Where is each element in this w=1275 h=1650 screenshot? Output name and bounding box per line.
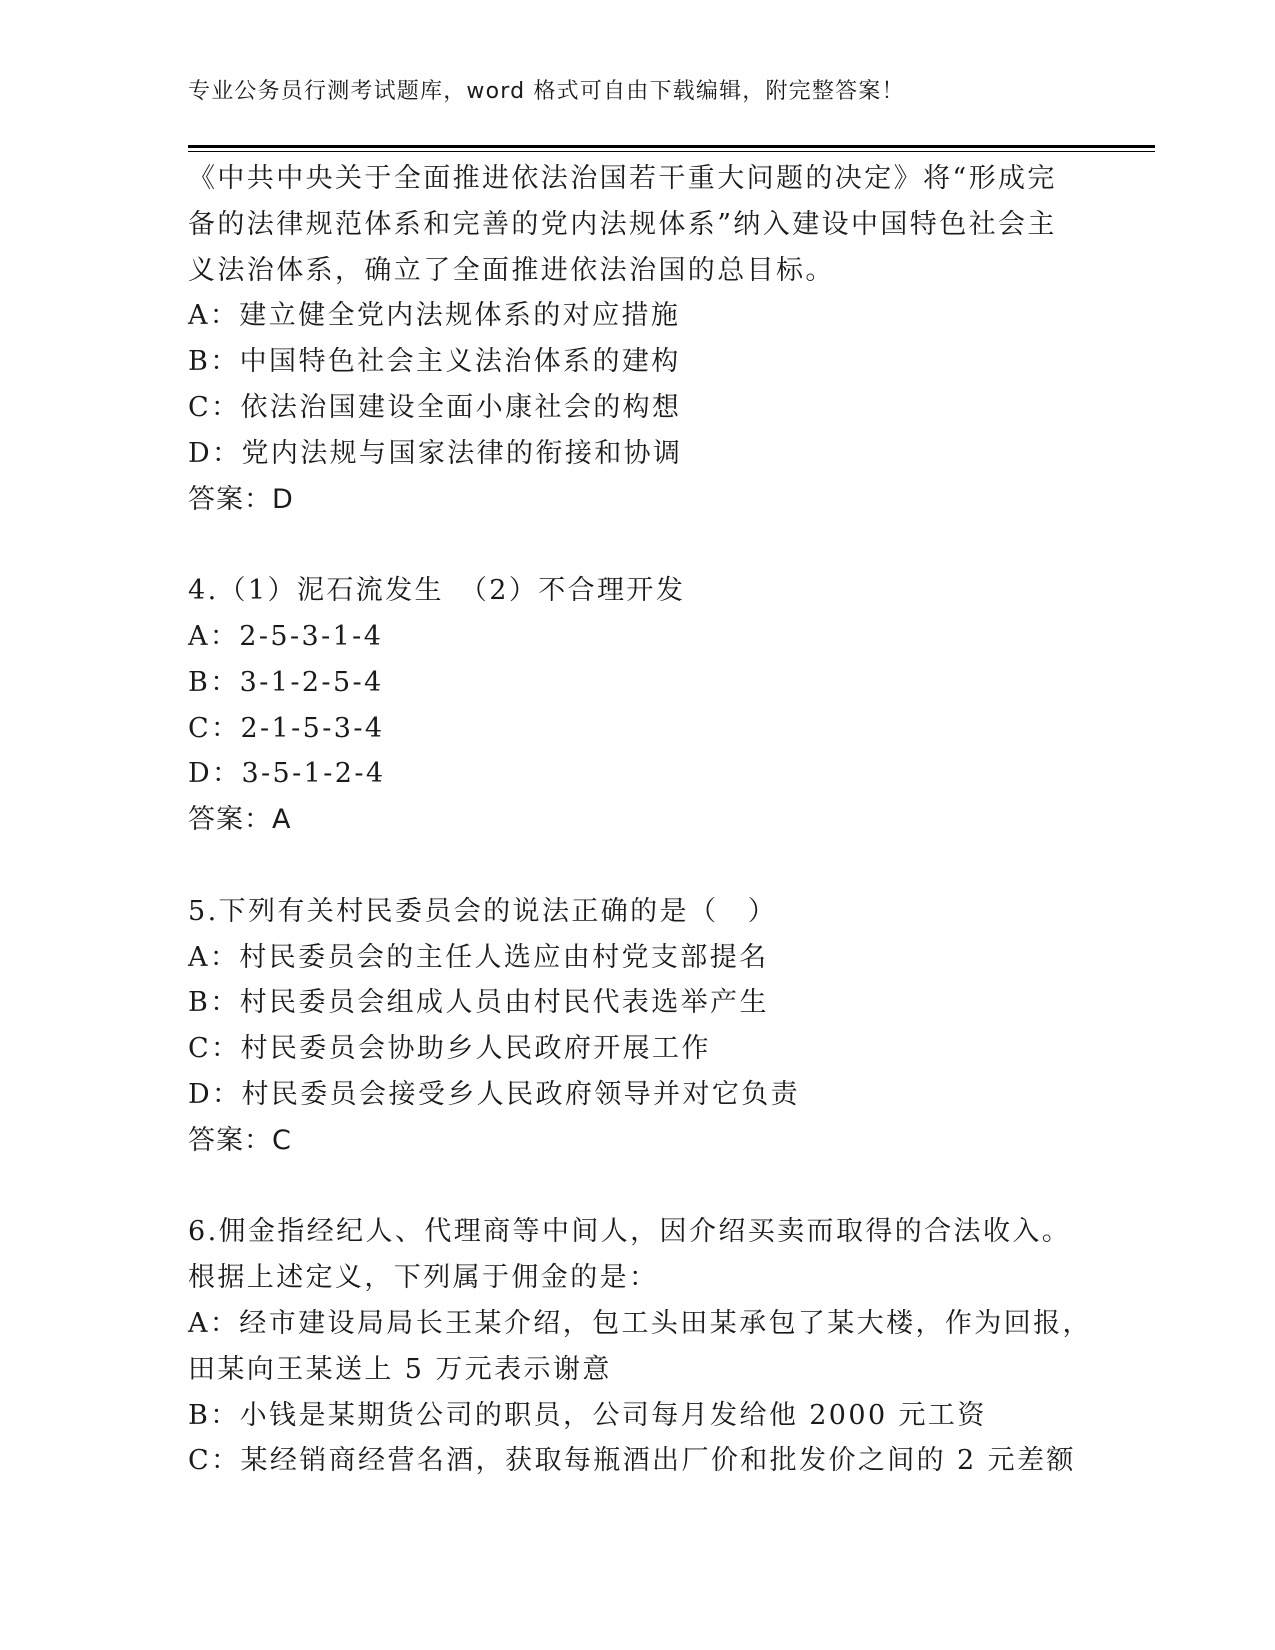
spacer bbox=[188, 522, 1068, 568]
option-a: A：2-5-3-1-4 bbox=[188, 620, 384, 652]
option-c: C：某经销商经营名酒，获取每瓶酒出厂价和批发价之间的 2 元差额 bbox=[188, 1445, 1076, 1477]
option-a-continued: 田某向王某送上 5 万元表示谢意 bbox=[188, 1353, 612, 1385]
option-d: D：党内法规与国家法律的衔接和协调 bbox=[188, 437, 683, 469]
question-stem-line: 义法治体系，确立了全面推进依法治国的总目标。 bbox=[188, 254, 835, 286]
answer-label: 答案：A bbox=[188, 804, 292, 836]
question-stem-line: 《中共中央关于全面推进依法治国若干重大问题的决定》将“形成完 bbox=[188, 163, 1057, 194]
question-list bbox=[188, 156, 1092, 1484]
option-b: B：小钱是某期货公司的职员，公司每月发给他 2000 元工资 bbox=[188, 1399, 987, 1431]
header-rule-thick bbox=[188, 145, 1155, 148]
option-b: B：村民委员会组成人员由村民代表选举产生 bbox=[188, 987, 769, 1019]
question-5 bbox=[188, 889, 1068, 1164]
answer-label: 答案：C bbox=[188, 1124, 292, 1156]
option-b: B：中国特色社会主义法治体系的建构 bbox=[188, 346, 681, 378]
question-6 bbox=[188, 1209, 1092, 1484]
option-b: B：3-1-2-5-4 bbox=[188, 666, 384, 698]
question-4 bbox=[188, 568, 1068, 843]
option-a: A：经市建设局局长王某介绍，包工头田某承包了某大楼，作为回报， bbox=[188, 1307, 1092, 1339]
header-rule-thin bbox=[188, 151, 1155, 152]
page-header: 专业公务员行测考试题库，word 格式可自由下载编辑，附完整答案！ bbox=[188, 79, 905, 104]
question-stem-line: 根据上述定义，下列属于佣金的是： bbox=[188, 1262, 659, 1294]
question-stem-line: 6.佣金指经纪人、代理商等中间人，因介绍买卖而取得的合法收入。 bbox=[188, 1216, 1072, 1248]
question-3 bbox=[188, 156, 1068, 522]
question-stem-line: 备的法律规范体系和完善的党内法规体系”纳入建设中国特色社会主 bbox=[188, 208, 1057, 240]
option-d: D：3-5-1-2-4 bbox=[188, 758, 386, 790]
option-c: C：依法治国建设全面小康社会的构想 bbox=[188, 391, 682, 423]
answer-label: 答案：D bbox=[188, 483, 294, 515]
option-d: D：村民委员会接受乡人民政府领导并对它负责 bbox=[188, 1078, 801, 1110]
spacer bbox=[188, 843, 1068, 889]
question-stem: 4.（1）泥石流发生 （2）不合理开发 bbox=[188, 575, 686, 607]
question-stem: 5.下列有关村民委员会的说法正确的是（ ） bbox=[188, 895, 778, 927]
option-a: A：村民委员会的主任人选应由村党支部提名 bbox=[188, 941, 769, 973]
spacer bbox=[188, 1164, 1068, 1210]
option-c: C：村民委员会协助乡人民政府开展工作 bbox=[188, 1033, 711, 1065]
option-c: C：2-1-5-3-4 bbox=[188, 712, 385, 744]
option-a: A：建立健全党内法规体系的对应措施 bbox=[188, 300, 681, 332]
